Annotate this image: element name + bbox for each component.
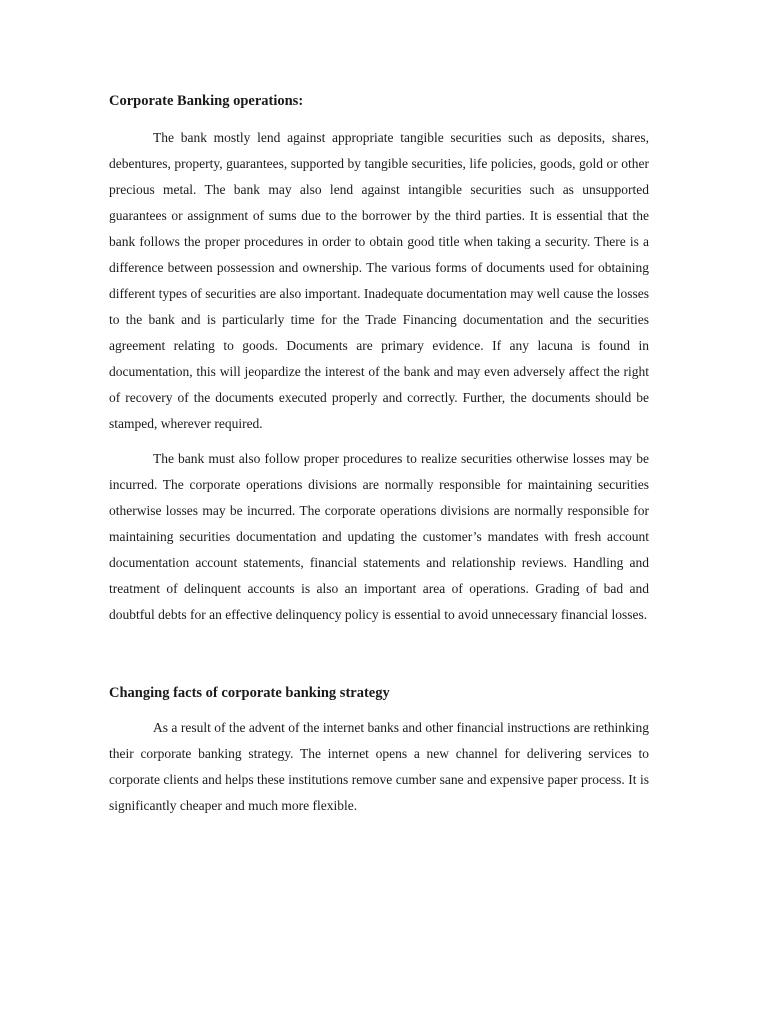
section-heading-changing-facts: Changing facts of corporate banking strategy (109, 685, 390, 701)
paragraph-securities-lending: The bank mostly lend against appropriate tangible securities such as deposits, shares, debentures, property, guarantees, supported by tangible securities, life policies, goods, gold or other precious metal. The bank may also lend against intangible securities such as unsupported guarantees or assignment of sums due to the borrower by the third parties. It is essential that the bank follows the proper procedures in order to obtain good title when taking a security. There is a difference between possession and ownership. The various forms of documents used for obtaining different types of securities are also important. Inadequate documentation may well cause the losses to the bank and is particularly time for the Trade Financing documentation and the securities agreement relating to goods. Documents are primary evidence. If any lacuna is found in documentation, this will jeopardize the interest of the bank and may even adversely affect the right of recovery of the documents executed properly and correctly. Further, the documents should be stamped, wherever required. (109, 130, 649, 431)
paragraph-procedures-realize-securities: The bank must also follow proper procedures to realize securities otherwise losses may be incurred. The corporate operations divisions are normally responsible for maintaining securities otherwise losses may be incurred. The corporate operations divisions are normally responsible for maintaining securities documentation and updating the customer’s mandates with fresh account documentation account statements, financial statements and relationship reviews. Handling and treatment of delinquent accounts is also an important area of operations. Grading of bad and doubtful debts for an effective delinquency policy is essential to avoid unnecessary financial losses. (109, 451, 649, 622)
paragraph-internet-banking-strategy: As a result of the advent of the internet banks and other financial instructions are rethinking their corporate banking strategy. The internet opens a new channel for delivering services to corporate clients and helps these institutions remove cumber sane and expensive paper process. It is significantly cheaper and much more flexible. (109, 720, 649, 813)
section-heading-corporate-banking-operations: Corporate Banking operations: (109, 93, 304, 109)
document-page (109, 0, 649, 819)
